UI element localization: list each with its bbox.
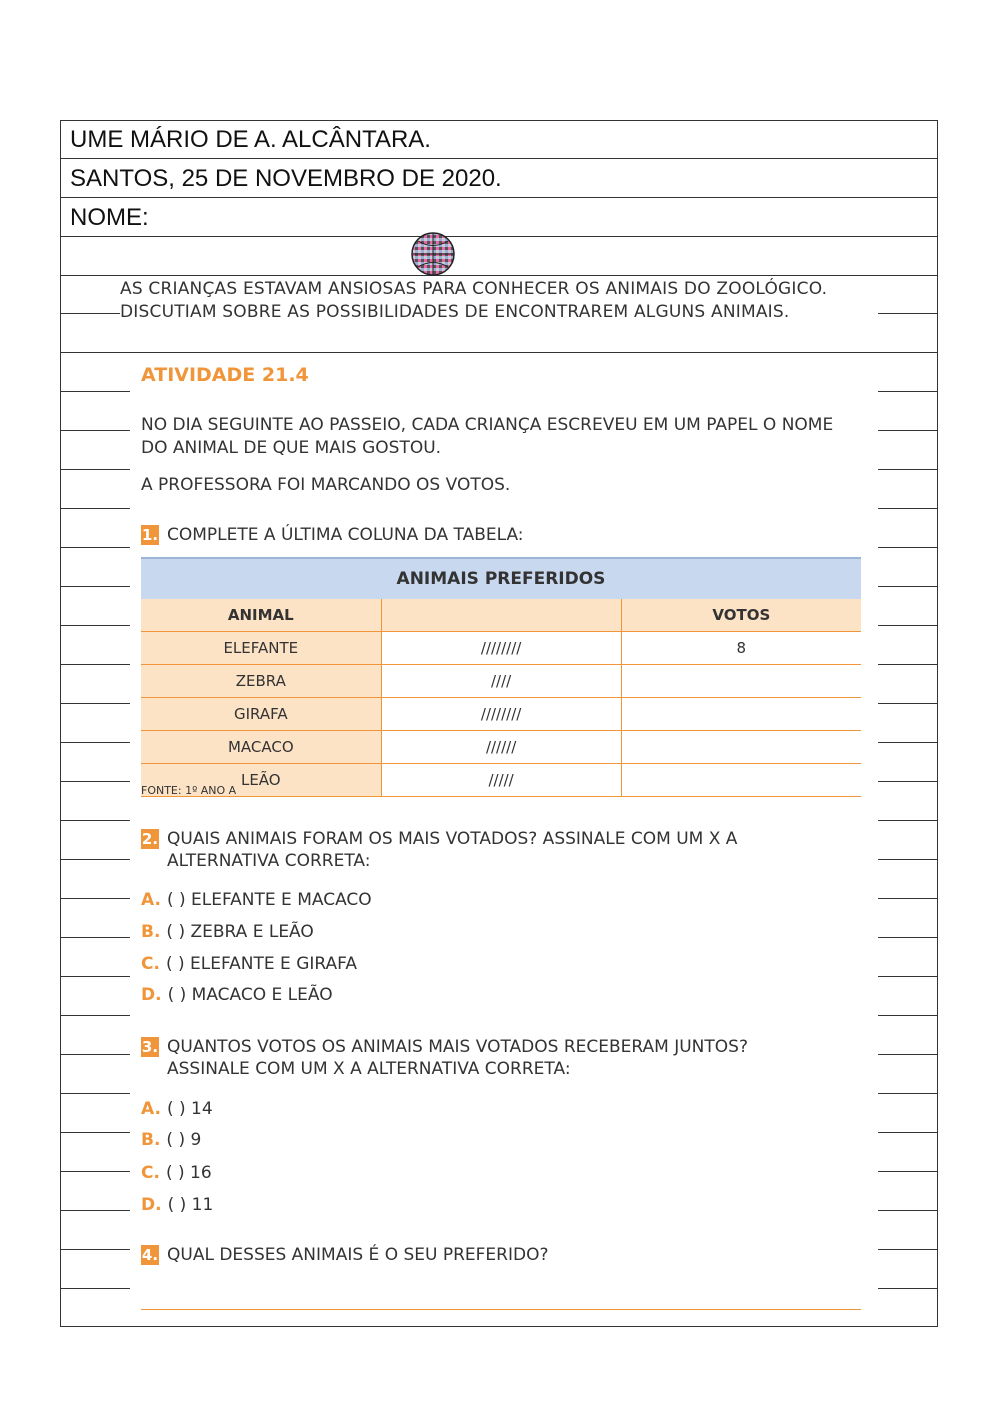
ruled-line bbox=[60, 352, 938, 353]
table-row bbox=[141, 698, 861, 731]
question-1 bbox=[141, 524, 841, 546]
question-text: QUANTOS VOTOS OS ANIMAIS MAIS VOTADOS RECEBERAM JUNTOS? ASSINALE COM UM X A ALTERNATIVA CORRETA: bbox=[167, 1037, 748, 1079]
date-line: SANTOS, 25 DE NOVEMBRO DE 2020. bbox=[60, 159, 938, 198]
option-a[interactable]: A. ( ) 14 bbox=[141, 1099, 213, 1119]
table-header: VOTOS bbox=[621, 599, 861, 632]
votes-cell[interactable] bbox=[621, 698, 861, 731]
animal-cell: ZEBRA bbox=[141, 665, 381, 698]
table-source: FONTE: 1º ANO A bbox=[141, 784, 237, 797]
activity-title: ATIVIDADE 21.4 bbox=[141, 364, 309, 386]
question-2 bbox=[141, 828, 841, 872]
votes-table bbox=[141, 557, 861, 797]
table-row bbox=[141, 632, 861, 665]
option-b[interactable]: B. ( ) 9 bbox=[141, 1130, 202, 1150]
question-text: COMPLETE A ÚLTIMA COLUNA DA TABELA: bbox=[167, 525, 524, 545]
table-header: ANIMAL bbox=[141, 599, 381, 632]
tally-cell: ////// bbox=[381, 731, 621, 764]
question-number: 1. bbox=[141, 526, 159, 544]
animal-cell: LEÃO bbox=[141, 764, 381, 797]
animal-cell: ELEFANTE bbox=[141, 632, 381, 665]
name-label: NOME: bbox=[70, 204, 149, 231]
table-header bbox=[381, 599, 621, 632]
option-c[interactable]: C. ( ) 16 bbox=[141, 1163, 212, 1183]
question-text: QUAIS ANIMAIS FORAM OS MAIS VOTADOS? ASSINALE COM UM X A ALTERNATIVA CORRETA: bbox=[167, 829, 738, 871]
votes-cell[interactable] bbox=[621, 665, 861, 698]
name-field[interactable] bbox=[60, 198, 938, 237]
disco-ball-image bbox=[409, 232, 457, 276]
question-4 bbox=[141, 1244, 841, 1266]
table-row bbox=[141, 764, 861, 797]
option-b[interactable]: B. ( ) ZEBRA E LEÃO bbox=[141, 922, 314, 942]
tally-cell: //////// bbox=[381, 632, 621, 665]
votes-cell[interactable] bbox=[621, 764, 861, 797]
school-name: UME MÁRIO DE A. ALCÂNTARA. bbox=[60, 120, 938, 159]
option-c[interactable]: C. ( ) ELEFANTE E GIRAFA bbox=[141, 954, 357, 974]
animal-cell: GIRAFA bbox=[141, 698, 381, 731]
activity-paragraph: A PROFESSORA FOI MARCANDO OS VOTOS. bbox=[141, 475, 511, 495]
table-row bbox=[141, 665, 861, 698]
answer-line[interactable] bbox=[141, 1309, 861, 1310]
option-d[interactable]: D. ( ) 11 bbox=[141, 1195, 214, 1215]
intro-text: AS CRIANÇAS ESTAVAM ANSIOSAS PARA CONHECER OS ANIMAIS DO ZOOLÓGICO. DISCUTIAM SOBRE AS POSSIBILIDADES DE ENCONTRAREM ALGUNS ANIMAIS. bbox=[120, 278, 862, 324]
tally-cell: //// bbox=[381, 665, 621, 698]
table-caption: ANIMAIS PREFERIDOS bbox=[141, 558, 861, 599]
votes-cell[interactable] bbox=[621, 731, 861, 764]
question-number: 2. bbox=[141, 830, 159, 848]
question-text: QUAL DESSES ANIMAIS É O SEU PREFERIDO? bbox=[167, 1245, 549, 1265]
question-number: 4. bbox=[141, 1246, 159, 1264]
ruled-line bbox=[60, 275, 938, 276]
animal-cell: MACACO bbox=[141, 731, 381, 764]
table-row bbox=[141, 731, 861, 764]
tally-cell: ///// bbox=[381, 764, 621, 797]
question-number: 3. bbox=[141, 1038, 159, 1056]
option-a[interactable]: A. ( ) ELEFANTE E MACACO bbox=[141, 890, 372, 910]
votes-cell[interactable]: 8 bbox=[621, 632, 861, 665]
tally-cell: //////// bbox=[381, 698, 621, 731]
question-3 bbox=[141, 1036, 841, 1080]
option-d[interactable]: D. ( ) MACACO E LEÃO bbox=[141, 985, 333, 1005]
activity-paragraph: NO DIA SEGUINTE AO PASSEIO, CADA CRIANÇA ESCREVEU EM UM PAPEL O NOME DO ANIMAL DE QUE MAIS GOSTOU. bbox=[141, 415, 834, 458]
